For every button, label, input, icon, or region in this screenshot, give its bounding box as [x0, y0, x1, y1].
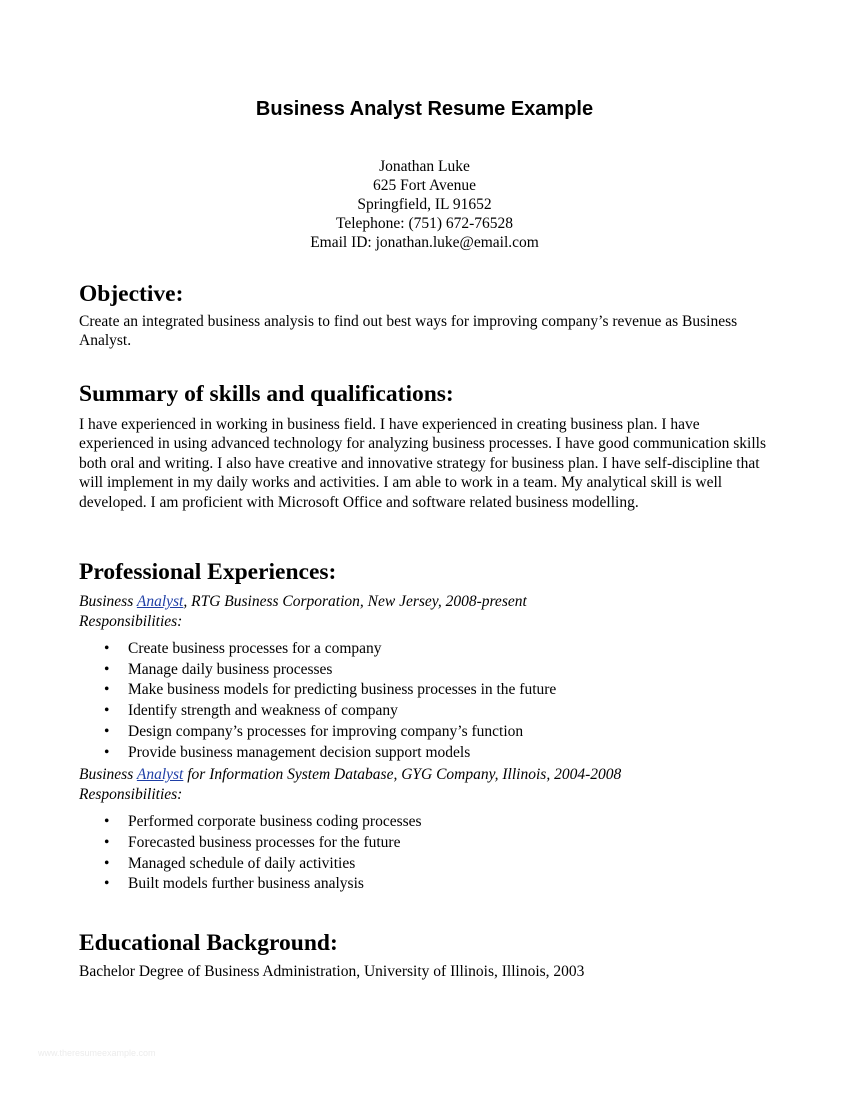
bullet-icon: •: [104, 722, 110, 740]
education-section: [79, 928, 769, 981]
experience-section: [79, 557, 769, 895]
list-item: • Make business models for predicting business processes in the future: [79, 680, 769, 701]
list-item: • Manage daily business processes: [79, 660, 769, 681]
bullet-icon: •: [104, 854, 110, 872]
objective-section: [79, 279, 769, 351]
summary-section: [79, 379, 769, 512]
bullet-icon: •: [104, 660, 110, 678]
bullet-icon: •: [104, 681, 110, 699]
objective-text: Create an integrated business analysis to find out best ways for improving company’s revenue as Business Analyst.: [79, 313, 738, 350]
job-entry-2: [79, 765, 769, 895]
contact-name: Jonathan Luke: [379, 158, 470, 175]
analyst-link[interactable]: Analyst: [136, 593, 184, 610]
list-item: • Forecasted business processes for the future: [79, 833, 769, 854]
list-item: • Create business processes for a company: [79, 639, 769, 660]
bullet-icon: •: [104, 702, 110, 720]
objective-heading: Objective:: [79, 281, 184, 307]
experience-heading: Professional Experiences:: [79, 559, 337, 585]
document-title: Business Analyst Resume Example: [255, 98, 594, 120]
bullet-icon: •: [104, 813, 110, 831]
contact-street: 625 Fort Avenue: [372, 177, 477, 194]
summary-heading: Summary of skills and qualifications:: [79, 381, 454, 407]
job-title-suffix: , RTG Business Corporation, New Jersey, 2008-present: [183, 593, 527, 610]
responsibilities-list: [79, 812, 769, 895]
job-title-prefix: Business: [79, 766, 137, 784]
list-item: • Performed corporate business coding processes: [79, 812, 769, 833]
list-item: • Provide business management decision support models: [79, 743, 769, 764]
contact-city: Springfield, IL 91652: [357, 196, 492, 213]
list-item: • Identify strength and weakness of company: [79, 701, 769, 722]
responsibilities-list: [79, 639, 769, 763]
education-heading: Educational Background:: [79, 930, 338, 956]
contact-telephone: Telephone: (751) 672-76528: [335, 215, 514, 232]
list-item: • Managed schedule of daily activities: [79, 854, 769, 875]
job-title-prefix: Business: [79, 593, 137, 610]
contact-block: [0, 157, 849, 252]
job-title-suffix: for Information System Database, GYG Company, Illinois, 2004-2008: [183, 766, 622, 784]
contact-email: Email ID: jonathan.luke@email.com: [310, 234, 539, 251]
education-text: Bachelor Degree of Business Administration, University of Illinois, Illinois, 2003: [79, 963, 585, 980]
watermark-text: www.theresumeexample.com: [38, 1048, 156, 1058]
responsibilities-label: Responsibilities:: [79, 785, 183, 803]
responsibilities-label: Responsibilities:: [79, 612, 183, 630]
job-title: [79, 592, 769, 612]
list-item: • Built models further business analysis: [79, 874, 769, 895]
job-title: [79, 765, 769, 785]
bullet-icon: •: [104, 833, 110, 851]
list-item: • Design company’s processes for improving company’s function: [79, 722, 769, 743]
bullet-icon: •: [104, 640, 110, 657]
analyst-link[interactable]: Analyst: [136, 766, 184, 784]
bullet-icon: •: [104, 875, 110, 893]
summary-text: I have experienced in working in business field. I have experienced in creating business plan. I have experienced in using advanced technology for analyzing business processes. I have good communication skills both oral and writing. I also have creative and innovative strategy for business plan. I have self-discipline that will implement in my daily works and activities. I am able to work in a team. My analytical skill is well developed. I am proficient with Microsoft Office and software related business modelling.: [79, 416, 766, 511]
bullet-icon: •: [104, 743, 110, 761]
job-entry-1: [79, 592, 769, 763]
